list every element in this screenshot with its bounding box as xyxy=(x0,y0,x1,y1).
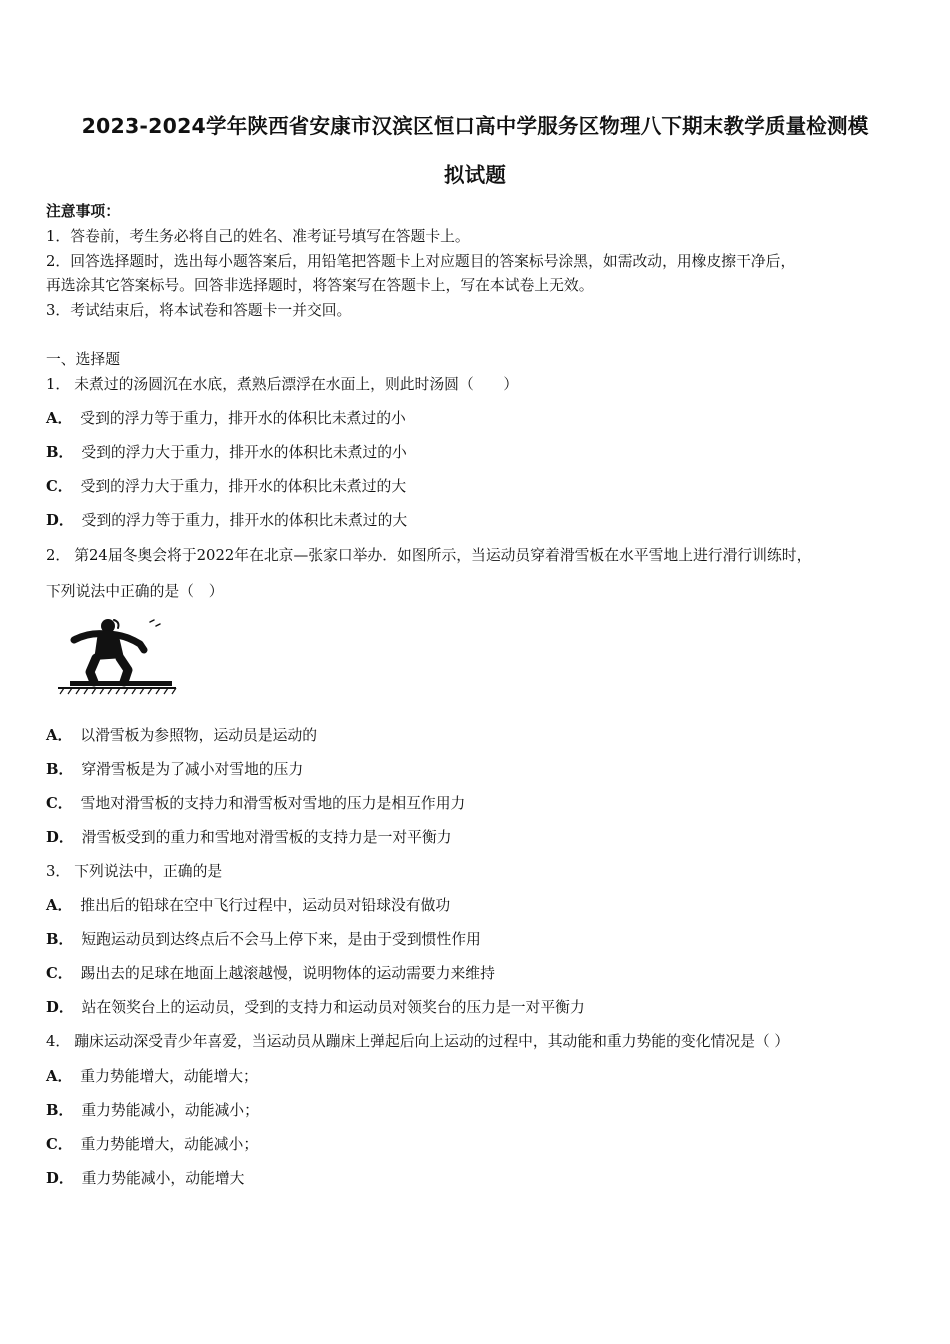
notice-item: 再选涂其它答案标号。回答非选择题时，将答案写在答题卡上，写在本试卷上无效。 xyxy=(46,277,594,294)
section-title: 一、选择题 xyxy=(46,351,120,368)
option-key: A． xyxy=(46,1068,73,1085)
question-2-option-b xyxy=(46,760,303,780)
question-3-option-b xyxy=(46,930,481,950)
notice-item: 3．考试结束后，将本试卷和答题卡一并交回。 xyxy=(46,302,352,319)
option-text: 受到的浮力等于重力，排开水的体积比未煮过的小 xyxy=(80,410,406,427)
option-text: 短跑运动员到达终点后不会马上停下来，是由于受到惯性作用 xyxy=(81,931,481,948)
option-text: 重力势能增大，动能增大； xyxy=(80,1068,258,1085)
question-4-option-c xyxy=(46,1135,258,1155)
notice-heading: 注意事项： xyxy=(46,203,120,220)
question-number: 1． xyxy=(46,376,71,393)
option-key: B． xyxy=(46,761,74,778)
question-3-option-d xyxy=(46,998,585,1018)
question-1-option-d xyxy=(46,511,407,531)
option-key: B． xyxy=(46,1102,74,1119)
option-text: 雪地对滑雪板的支持力和滑雪板对雪地的压力是相互作用力 xyxy=(80,795,466,812)
option-text: 受到的浮力大于重力，排开水的体积比未煮过的大 xyxy=(80,478,407,495)
question-1-option-b xyxy=(46,443,407,463)
option-key: C． xyxy=(46,1136,73,1153)
option-key: B． xyxy=(46,931,74,948)
option-text: 踢出去的足球在地面上越滚越慢，说明物体的运动需要力来维持 xyxy=(80,965,495,982)
question-1-option-c xyxy=(46,477,406,497)
option-text: 以滑雪板为参照物，运动员是运动的 xyxy=(80,727,318,744)
exam-title-line1: 2023-2024学年陕西省安康市汉滨区恒口高中学服务区物理八下期末教学质量检测模 xyxy=(81,114,869,138)
option-key: A． xyxy=(46,727,73,744)
option-key: D． xyxy=(46,1170,74,1187)
question-number: 3． xyxy=(46,863,71,880)
question-number: 2． xyxy=(46,547,71,564)
question-text: 下列说法中，正确的是 xyxy=(74,863,223,880)
notice-item: 2．回答选择题时，选出每小题答案后，用铅笔把答题卡上对应题目的答案标号涂黑，如需改动，用橡皮擦干净后， xyxy=(46,253,796,270)
snow-ground xyxy=(58,688,176,694)
question-3-option-a xyxy=(46,896,450,916)
option-key: C． xyxy=(46,795,73,812)
option-text: 重力势能减小，动能减小； xyxy=(81,1102,259,1119)
question-4-option-a xyxy=(46,1067,258,1087)
exam-title-line2: 拟试题 xyxy=(443,163,507,187)
question-text: 蹦床运动深受青少年喜爱，当运动员从蹦床上弹起后向上运动的过程中，其动能和重力势能的变化情况是（ ） xyxy=(74,1033,790,1050)
option-text: 受到的浮力等于重力，排开水的体积比未煮过的大 xyxy=(81,512,408,529)
question-4-option-b xyxy=(46,1101,259,1121)
option-text: 受到的浮力大于重力，排开水的体积比未煮过的小 xyxy=(81,444,407,461)
option-key: D． xyxy=(46,829,74,846)
option-key: D． xyxy=(46,512,74,529)
question-text: 未煮过的汤圆沉在水底，煮熟后漂浮在水面上，则此时汤圆（ ） xyxy=(74,376,519,393)
question-3-stem xyxy=(46,862,222,882)
question-2-option-d xyxy=(46,828,452,848)
option-key: C． xyxy=(46,965,73,982)
snowboarder-icon xyxy=(70,619,172,686)
question-2-stem xyxy=(46,546,811,566)
question-1-option-a xyxy=(46,409,406,429)
option-text: 滑雪板受到的重力和雪地对滑雪板的支持力是一对平衡力 xyxy=(81,829,452,846)
option-text: 站在领奖台上的运动员，受到的支持力和运动员对领奖台的压力是一对平衡力 xyxy=(81,999,585,1016)
question-4-option-d xyxy=(46,1169,244,1189)
option-text: 重力势能增大，动能减小； xyxy=(80,1136,259,1153)
question-2-stem-continued: 下列说法中正确的是（ ） xyxy=(46,583,224,600)
option-key: D． xyxy=(46,999,74,1016)
option-key: A． xyxy=(46,897,73,914)
notice-item: 1．答卷前，考生务必将自己的姓名、准考证号填写在答题卡上。 xyxy=(46,228,470,245)
question-2-option-c xyxy=(46,794,465,814)
question-number: 4． xyxy=(46,1033,71,1050)
option-text: 推出后的铅球在空中飞行过程中，运动员对铅球没有做功 xyxy=(80,897,451,914)
option-key: C． xyxy=(46,478,73,495)
option-text: 穿滑雪板是为了减小对雪地的压力 xyxy=(81,761,304,778)
question-1-stem xyxy=(46,375,518,395)
question-2-option-a xyxy=(46,726,317,746)
option-key: A． xyxy=(46,410,73,427)
option-text: 重力势能减小，动能增大 xyxy=(81,1170,245,1187)
question-text: 第24届冬奥会将于2022年在北京—张家口举办．如图所示，当运动员穿着滑雪板在水平雪地上进行滑行训练时， xyxy=(74,547,812,564)
snowboarder-figure xyxy=(54,614,178,698)
question-4-stem xyxy=(46,1032,789,1052)
question-3-option-c xyxy=(46,964,495,984)
option-key: B． xyxy=(46,444,74,461)
